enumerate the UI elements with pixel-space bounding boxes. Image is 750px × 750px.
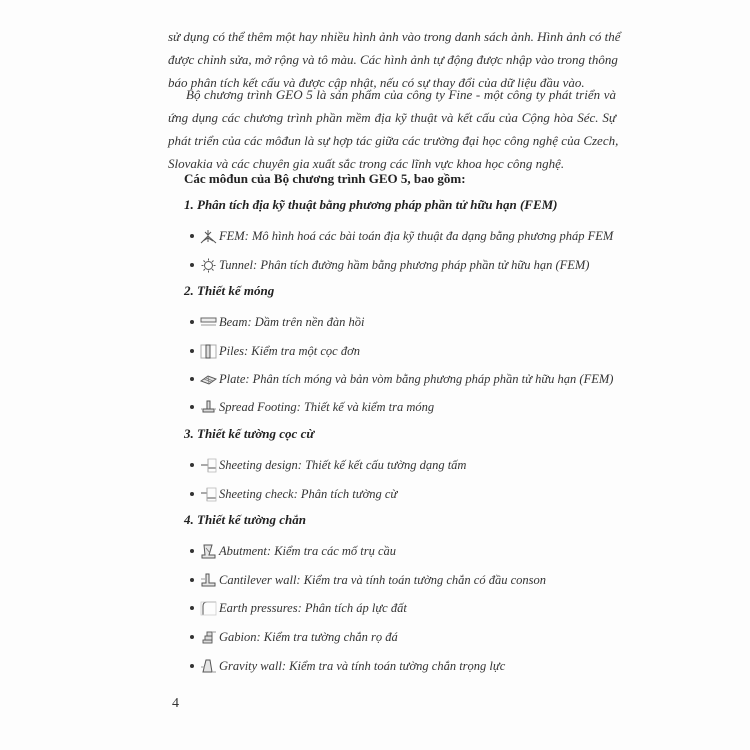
list-item-beam xyxy=(190,312,364,332)
list-item-plate xyxy=(190,369,613,389)
section-title-foundations: 2. Thiết kế móng xyxy=(184,283,275,298)
spread-footing-icon xyxy=(200,400,217,415)
section-title-fem: 1. Phân tích địa kỹ thuật bằng phương pháp phần tử hữu hạn (FEM) xyxy=(184,197,558,212)
gravity-wall-icon xyxy=(200,659,217,674)
list-item-earth-pressures xyxy=(190,598,407,618)
about-line: Slovakia và các chuyên gia xuất sắc trong các lĩnh vực khoa học công nghệ. xyxy=(168,156,565,171)
list-item-text: Piles: Kiểm tra một cọc đơn xyxy=(219,343,361,358)
section-title-retaining-walls: 4. Thiết kế tường chắn xyxy=(184,512,307,527)
sheeting-design-icon xyxy=(200,458,217,473)
intro-line: được chỉnh sửa, mở rộng và tô màu. Các hình ảnh tự động được nhập vào trong thông xyxy=(168,52,618,67)
list-item-spread-footing xyxy=(190,397,434,417)
bullet xyxy=(190,635,194,639)
about-paragraph xyxy=(168,83,619,175)
page-number: 4 xyxy=(172,696,179,711)
fem-mesh-icon xyxy=(200,229,217,244)
list-item-fem xyxy=(190,226,613,246)
bullet xyxy=(190,349,194,353)
list-item-cantilever-wall xyxy=(190,570,546,590)
intro-line: báo phân tích kết cấu và được cập nhật, nếu có sự thay đổi của dữ liệu đầu vào. xyxy=(168,75,585,90)
bullet xyxy=(190,463,194,467)
sheeting-check-icon xyxy=(200,487,217,502)
list-item-tunnel xyxy=(190,255,589,275)
list-item-text: Cantilever wall: Kiểm tra và tính toán tường chắn có đầu conson xyxy=(219,572,546,587)
bullet xyxy=(190,234,194,238)
list-item-gabion xyxy=(190,627,398,647)
list-item-sheeting-check xyxy=(190,484,397,504)
list-item-sheeting-design xyxy=(190,455,466,475)
list-item-text: Gabion: Kiểm tra tường chắn rọ đá xyxy=(219,629,398,644)
modules-title: Các môđun của Bộ chương trình GEO 5, bao gồm: xyxy=(184,171,466,186)
abutment-icon xyxy=(200,544,217,559)
bullet xyxy=(190,549,194,553)
list-item-text: Gravity wall: Kiểm tra và tính toán tường chắn trọng lực xyxy=(219,658,506,673)
intro-line: sử dụng có thể thêm một hay nhiều hình ảnh vào trong danh sách ảnh. Hình ảnh có thể xyxy=(168,29,621,44)
list-item-piles xyxy=(190,341,360,361)
bullet xyxy=(190,492,194,496)
cantilever-wall-icon xyxy=(200,573,217,588)
list-item-text: Abutment: Kiểm tra các mố trụ cầu xyxy=(219,543,397,558)
about-line: Bộ chương trình GEO 5 là sản phẩm của công ty Fine - một công ty phát triển và xyxy=(186,87,616,102)
list-item-gravity-wall xyxy=(190,656,505,676)
bullet xyxy=(190,606,194,610)
list-item-text: Beam: Dầm trên nền đàn hồi xyxy=(219,314,365,329)
bullet xyxy=(190,320,194,324)
about-line: ứng dụng các chương trình phần mềm địa kỹ thuật và kết cấu của Cộng hòa Séc. Sự xyxy=(168,110,616,125)
bullet xyxy=(190,377,194,381)
about-line: phát triển của các môđun là sự hợp tác giữa các trường đại học công nghệ của Czech, xyxy=(168,133,619,148)
list-item-text: Spread Footing: Thiết kế và kiểm tra móng xyxy=(219,399,435,414)
list-item-text: Sheeting check: Phân tích tường cừ xyxy=(219,486,398,501)
beam-icon xyxy=(200,315,217,330)
gabion-icon xyxy=(200,630,217,645)
piles-icon xyxy=(200,344,217,359)
section-title-sheeting: 3. Thiết kế tường cọc cừ xyxy=(184,426,315,441)
list-item-text: Plate: Phân tích móng và bản vòm bằng phương pháp phần tử hữu hạn (FEM) xyxy=(219,371,614,386)
earth-pressures-icon xyxy=(200,601,217,616)
list-item-text: Earth pressures: Phân tích áp lực đất xyxy=(219,600,407,615)
bullet xyxy=(190,405,194,409)
list-item-text: FEM: Mô hình hoá các bài toán địa kỹ thuật đa dạng bằng phương pháp FEM xyxy=(219,228,614,243)
bullet xyxy=(190,578,194,582)
plate-icon xyxy=(200,372,217,387)
bullet xyxy=(190,664,194,668)
list-item-abutment xyxy=(190,541,396,561)
bullet xyxy=(190,263,194,267)
tunnel-icon xyxy=(200,258,217,273)
list-item-text: Sheeting design: Thiết kế kết cấu tường dạng tấm xyxy=(219,457,467,472)
list-item-text: Tunnel: Phân tích đường hầm bằng phương pháp phần tử hữu hạn (FEM) xyxy=(219,257,590,272)
